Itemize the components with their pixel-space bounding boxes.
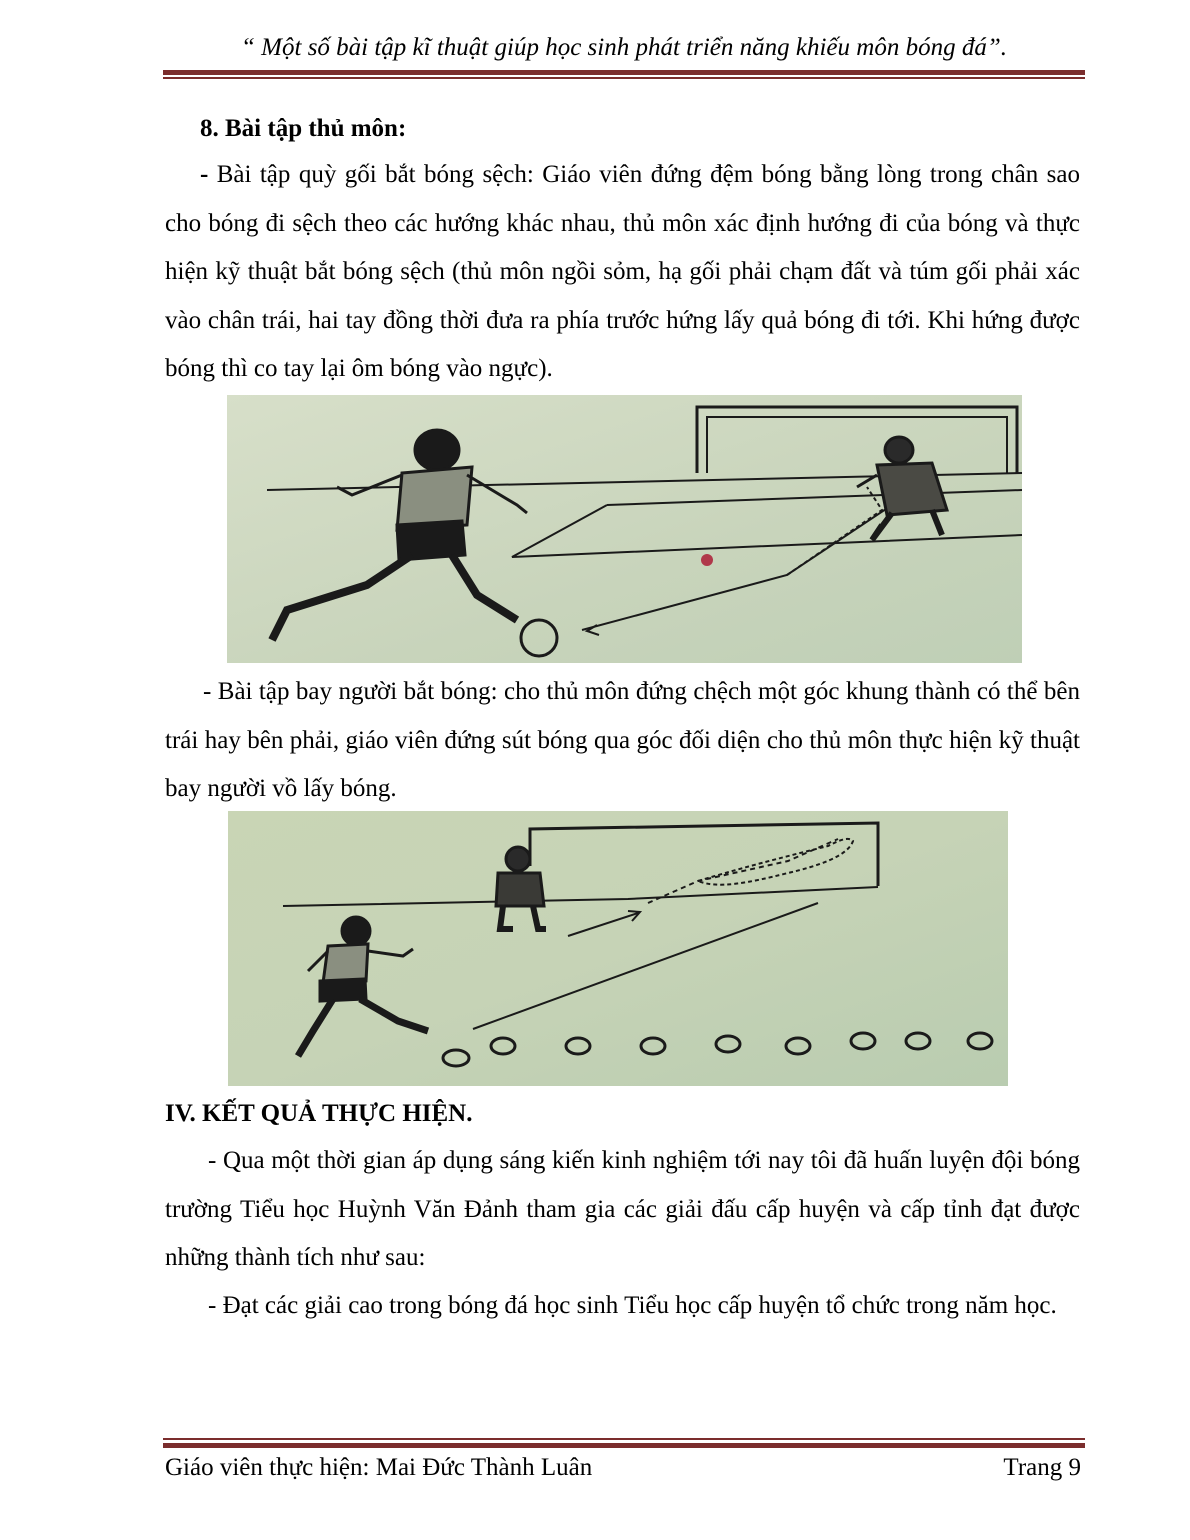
- figure-diving-catch: [228, 811, 1008, 1086]
- footer-rule-thin: [163, 1438, 1085, 1440]
- section-heading-results: IV. KẾT QUẢ THỰC HIỆN.: [165, 1100, 473, 1127]
- figure-kneeling-catch-background: [227, 395, 1022, 663]
- figure-kneeling-catch: [227, 395, 1022, 663]
- footer-rule-thick: [163, 1443, 1085, 1448]
- page-header: “ Một số bài tập kĩ thuật giúp học sinh phát triển năng khiếu môn bóng đá”.: [241, 34, 1007, 61]
- paragraph-results-intro: - Qua một thời gian áp dụng sáng kiến kinh nghiệm tới nay tôi đã huấn luyện đội bóng trường Tiểu học Huỳnh Văn Đảnh tham gia các giải đấu cấp huyện và cấp tỉnh đạt được những thành tích như sau:: [165, 1147, 1080, 1272]
- section-heading-goalkeeper: 8. Bài tập thủ môn:: [200, 115, 407, 142]
- header-rule-thin: [163, 77, 1085, 79]
- paragraph-results-awards: - Đạt các giải cao trong bóng đá học sinh Tiểu học cấp huyện tổ chức trong năm học.: [208, 1292, 1057, 1319]
- dash-marker: -: [200, 161, 209, 188]
- paragraph-diving-catch: - Bài tập bay người bắt bóng: cho thủ môn đứng chệch một góc khung thành có thể bên trái hay bên phải, giáo viên đứng sút bóng qua góc đối diện cho thủ môn thực hiện kỹ thuật bay người vồ lấy bóng.: [165, 678, 1080, 803]
- mark-dot: [701, 554, 713, 566]
- footer-author: Giáo viên thực hiện: Mai Đức Thành Luân: [165, 1454, 593, 1481]
- paragraph-kneeling-catch-text: Bài tập quỳ gối bắt bóng sệch: Giáo viên đứng đệm bóng bằng lòng trong chân sao cho bóng đi sệch theo các hướng khác nhau, thủ môn xác định hướng đi của bóng và thực hiện kỹ thuật bắt bóng sệch (thủ môn ngồi sỏm, hạ gối phải chạm đất và túm gối phải xác vào chân trái, hai tay đồng thời đưa ra phía trước hứng lấy quả bóng đi tới. Khi hứng được bóng thì co tay lại ôm bóng vào ngực).: [165, 161, 1080, 383]
- footer-page-number: Trang 9: [1003, 1454, 1081, 1481]
- header-rule-thick: [163, 70, 1085, 75]
- paragraph-kneeling-catch: [165, 151, 1080, 394]
